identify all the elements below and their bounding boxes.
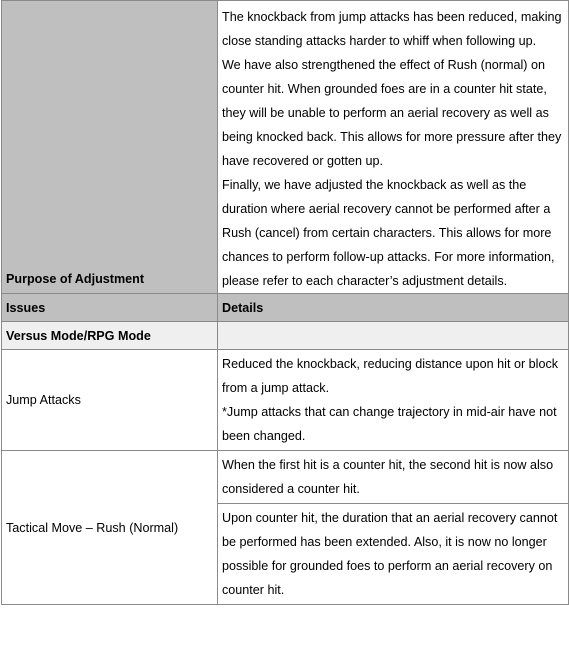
table-row — [2, 451, 569, 504]
detail-cell — [218, 350, 569, 451]
detail-paragraph: *Jump attacks that can change trajectory in mid-air have not been changed. — [222, 405, 557, 443]
purpose-paragraph: We have also strengthened the effect of Rush (normal) on counter hit. When grounded foes are in a counter hit state, they will be unable to perform an aerial recovery as well as being knocked back. This allows for more pressure after they have recovered or gotten up. — [222, 58, 562, 168]
section-empty-cell — [218, 322, 569, 350]
issue-cell: Jump Attacks — [2, 350, 218, 451]
table-row — [2, 350, 569, 451]
section-row — [2, 322, 569, 350]
purpose-paragraph: Finally, we have adjusted the knockback as well as the duration where aerial recovery cannot be performed after a Rush (cancel) from certain characters. This allows for more chances to perform follow-up attacks. For more information, please refer to each character’s adjustment details. — [222, 178, 555, 288]
purpose-text — [218, 1, 569, 294]
detail-cell: Upon counter hit, the duration that an aerial recovery cannot be performed has been extended. Also, it is now no longer possible for grounded foes to perform an aerial recovery on counter hit. — [218, 504, 569, 605]
column-header-row — [2, 294, 569, 322]
purpose-paragraph: The knockback from jump attacks has been reduced, making close standing attacks harder to whiff when following up. — [222, 10, 562, 48]
detail-cell: When the first hit is a counter hit, the second hit is now also considered a counter hit. — [218, 451, 569, 504]
purpose-label: Purpose of Adjustment — [2, 1, 218, 294]
adjustment-table — [1, 0, 569, 605]
purpose-row — [2, 1, 569, 294]
issues-header: Issues — [2, 294, 218, 322]
issue-cell: Tactical Move – Rush (Normal) — [2, 451, 218, 605]
section-title: Versus Mode/RPG Mode — [2, 322, 218, 350]
detail-paragraph: Reduced the knockback, reducing distance upon hit or block from a jump attack. — [222, 357, 559, 395]
details-header: Details — [218, 294, 569, 322]
